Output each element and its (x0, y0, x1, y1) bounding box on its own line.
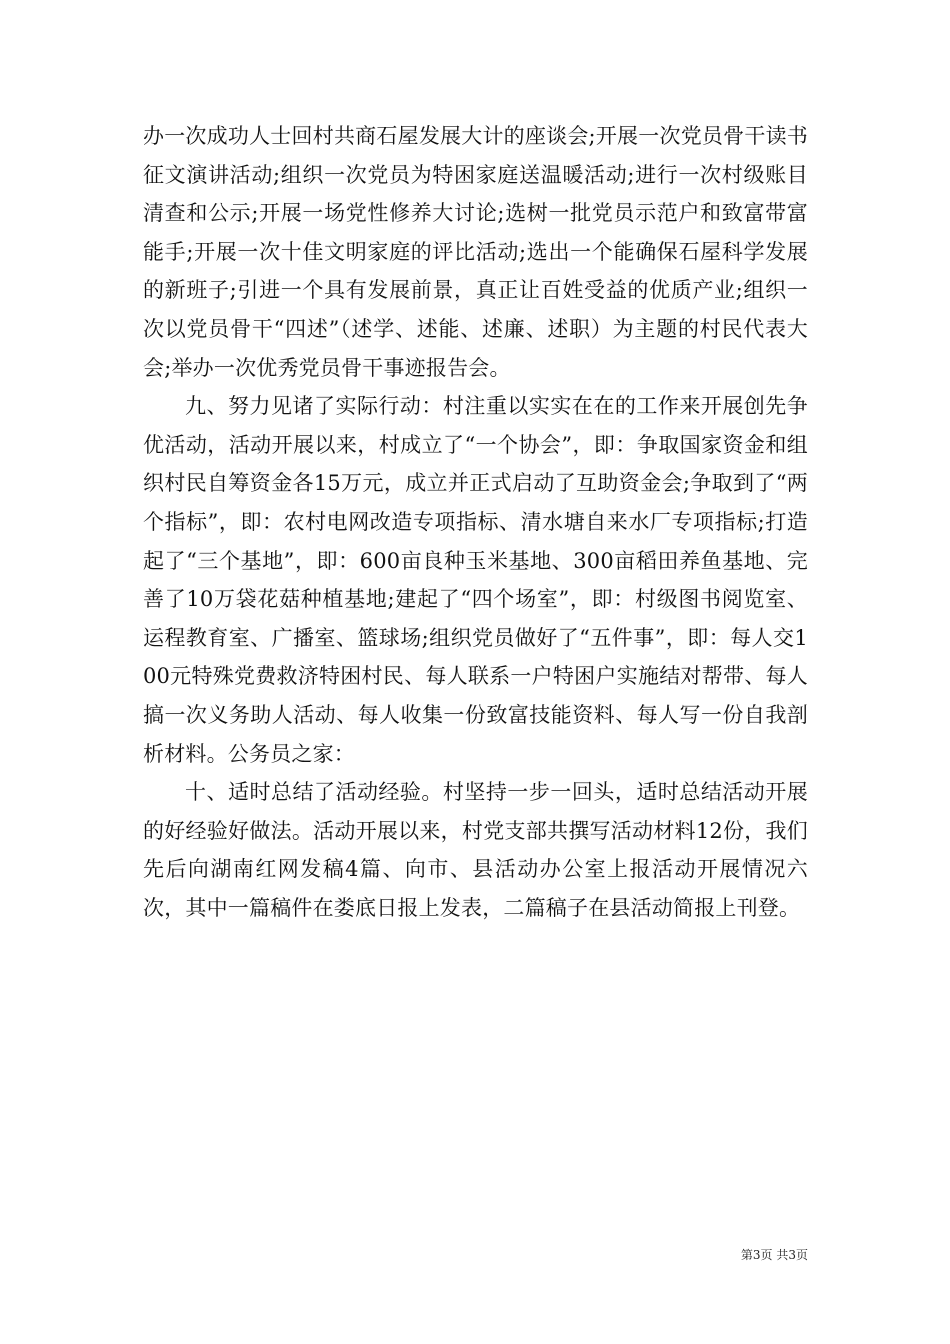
document-body (143, 117, 808, 927)
paragraph-section-ten: 十、适时总结了活动经验。村坚持一步一回头，适时总结活动开展的好经验好做法。活动开展以来，村党支部共撰写活动材料12份，我们先后向湖南红网发稿4篇、向市、县活动办公室上报活动开展情况六次，其中一篇稿件在娄底日报上发表，二篇稿子在县活动简报上刊登。 (143, 780, 808, 920)
page-number-footer: 第3页 共3页 (740, 1248, 808, 1262)
paragraph-section-nine: 九、努力见诸了实际行动：村注重以实实在在的工作来开展创先争优活动，活动开展以来，村成立了“一个协会”，即：争取国家资金和组织村民自筹资金各15万元，成立并正式启动了互助资金会;争取到了“两个指标”，即：农村电网改造专项指标、清水塘自来水厂专项指标;打造起了“三个基地”，即：600亩良种玉米基地、300亩稻田养鱼基地、完善了10万袋花菇种植基地;建起了“四个场室”，即：村级图书阅览室、运程教育室、广播室、篮球场;组织党员做好了“五件事”，即：每人交100元特殊党费救济特困村民、每人联系一户特困户实施结对帮带、每人搞一次义务助人活动、每人收集一份致富技能资料、每人写一份自我剖析材料。公务员之家： (143, 394, 808, 766)
paragraph-continued: 办一次成功人士回村共商石屋发展大计的座谈会;开展一次党员骨干读书征文演讲活动;组织一次党员为特困家庭送温暖活动;进行一次村级账目清查和公示;开展一场党性修养大讨论;选树一批党员示范户和致富带富能手;开展一次十佳文明家庭的评比活动;选出一个能确保石屋科学发展的新班子;引进一个具有发展前景，真正让百姓受益的优质产业;组织一次以党员骨干“四述”（述学、述能、述廉、述职）为主题的村民代表大会;举办一次优秀党员骨干事迹报告会。 (143, 124, 808, 380)
